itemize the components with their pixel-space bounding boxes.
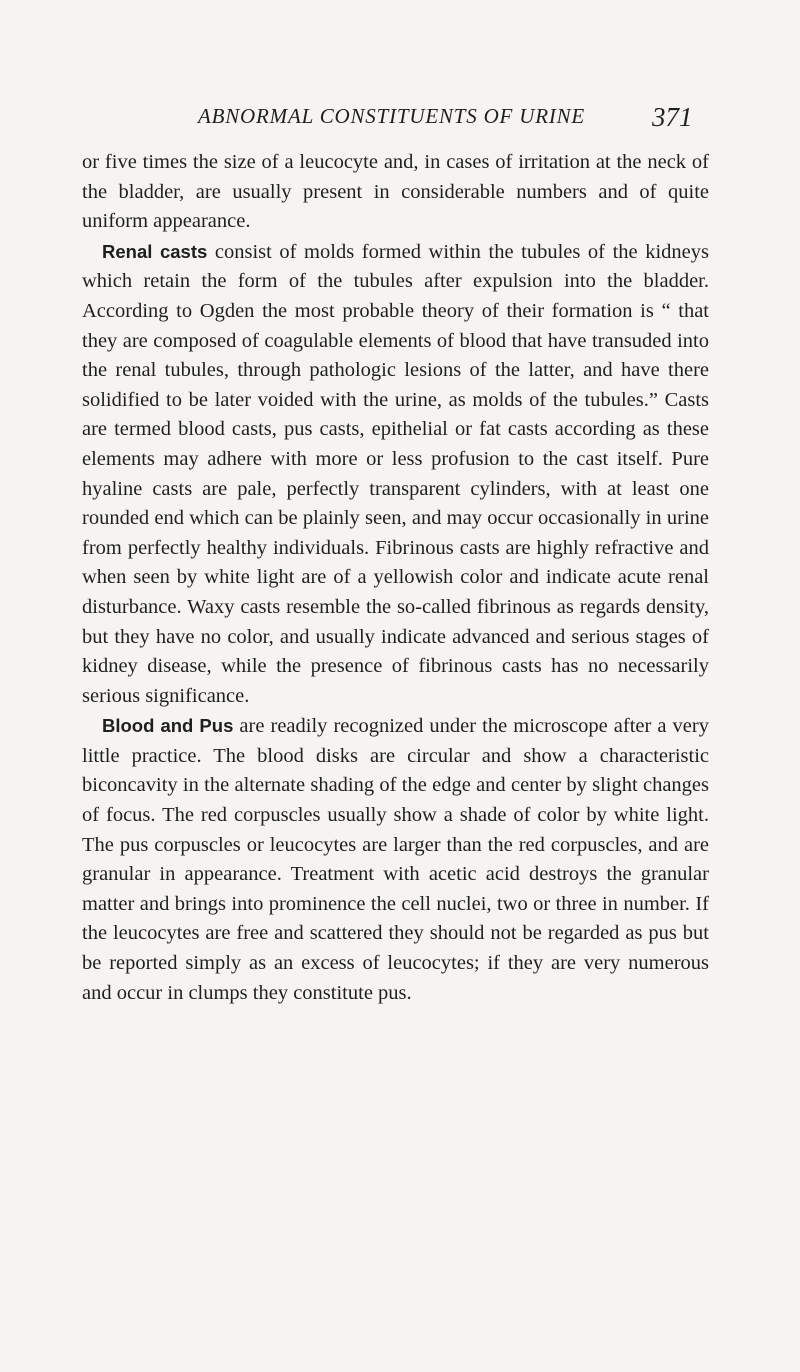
body-text: [82, 148, 709, 1008]
paragraph-lead-blood-and-pus: Blood and Pus: [102, 715, 234, 737]
page-number: 371: [652, 102, 693, 132]
paragraph-continuation: or five times the size of a leucocyte and, in cases of irritation at the neck of the bladder, are usually present in considerable numbers and of quite uniform appearance.: [82, 151, 709, 233]
running-head: [0, 104, 800, 144]
running-title: ABNORMAL CONSTITUENTS OF URINE: [198, 104, 586, 128]
paragraph-blood-and-pus: [82, 711, 709, 1008]
paragraph-text-blood-and-pus: are readily recognized under the microscope after a very little practice. The blood disks are circular and show a characteristic biconcavity in the alternate shading of the edge and center by slight changes of focus. The red corpuscles usually show a shade of color by white light. The pus corpuscles or leucocytes are larger than the red corpuscles, and are granular in appearance. Treatment with acetic acid destroys the granular matter and brings into prominence the cell nuclei, two or three in number. If the leucocytes are free and scattered they should not be regarded as pus but be reported simply as an excess of leucocytes; if they are very numerous and occur in clumps they constitute pus.: [82, 715, 709, 1004]
paragraph-text-renal-casts: consist of molds formed within the tubules of the kidneys which retain the form of the tubules after expulsion into the bladder. According to Ogden the most probable theory of their formation is “ that they are composed of coagulable elements of blood that have transuded into the renal tubules, through pathologic lesions of the latter, and have there solidified to be later voided with the urine, as molds of the tubules.” Casts are termed blood casts, pus casts, epithelial or fat casts according as these elements may adhere with more or less profusion to the cast itself. Pure hyaline casts are pale, perfectly transparent cylinders, with at least one rounded end which can be plainly seen, and may occur occasionally in urine from perfectly healthy individuals. Fibrinous casts are highly refractive and when seen by white light are of a yellowish color and indicate acute renal disturbance. Waxy casts resemble the so-called fibrinous as regards density, but they have no color, and usually indicate advanced and serious stages of kidney disease, while the presence of fibrinous casts has no necessarily serious significance.: [82, 240, 709, 707]
paragraph-lead-renal-casts: Renal casts: [102, 240, 208, 262]
paragraph-renal-casts: [82, 237, 709, 712]
